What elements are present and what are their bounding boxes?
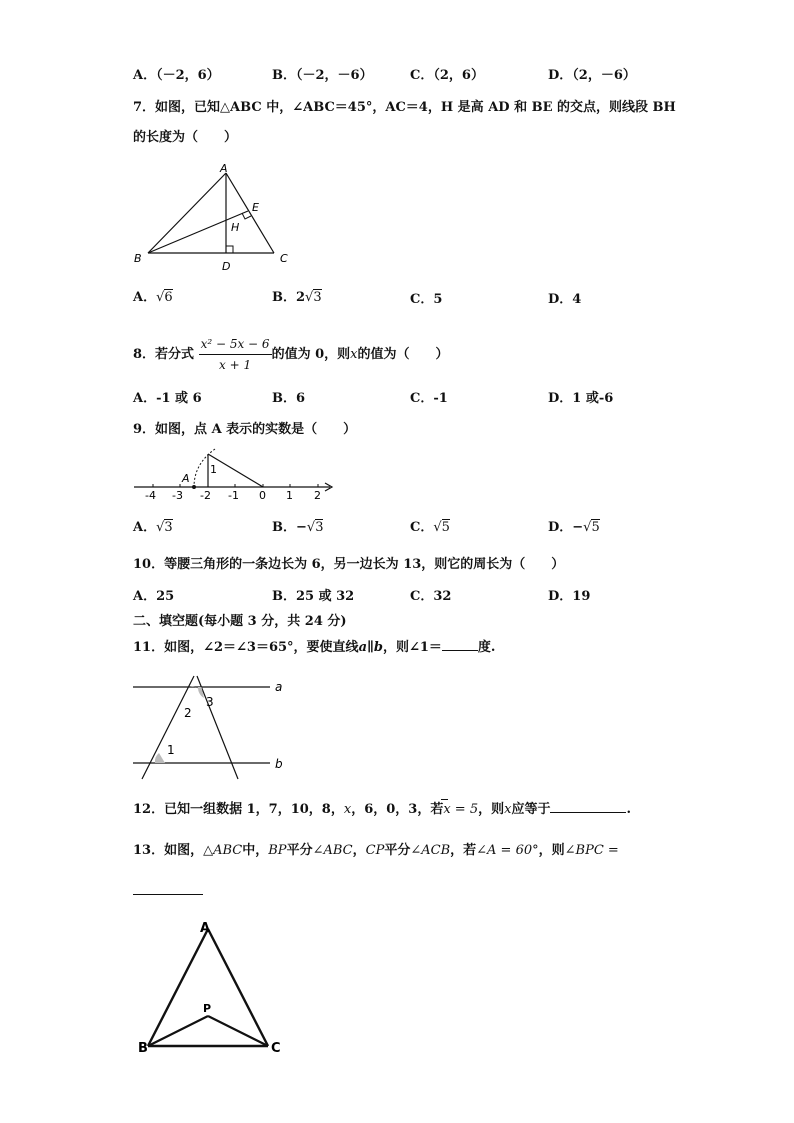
q9-tick-neg2: -2 [200, 489, 211, 502]
q13-t5: ，若 [450, 843, 477, 858]
q13-cp: CP [365, 843, 385, 858]
q13-answer-blank[interactable] [133, 880, 203, 895]
q13-t6: ，则 [538, 843, 565, 858]
q11-angle-2: 2 [184, 706, 192, 720]
q12-text-b: ，6，0，3，若 [351, 802, 444, 817]
q7-label-d: D [222, 260, 231, 273]
q11-label-b: b [275, 757, 283, 771]
q13-t2: 平分 [286, 843, 313, 858]
q13-condition: ∠A = 60° [476, 843, 539, 858]
q9-label-one: 1 [210, 463, 217, 476]
q9-label-a: A [182, 472, 190, 485]
q8-numerator: x² − 5x − 6 [199, 334, 272, 355]
q13-triangle: △ABC [203, 843, 243, 858]
q13-text-a: 13．如图， [133, 843, 204, 858]
q9-option-a-radicand: 3 [164, 520, 173, 535]
q11-text-c: 度. [477, 640, 496, 655]
q13-t3: ， [352, 843, 366, 858]
q7-option-b: B．2√3 [272, 290, 322, 305]
q8-denominator: x + 1 [219, 358, 252, 372]
q6-option-a: A．（－2，6） [133, 68, 220, 83]
q8-suffix-b: 的值为（ ） [357, 347, 449, 362]
q9-option-c-prefix: C． [410, 520, 434, 535]
q9-text: 9．如图，点 A 表示的实数是（ ） [133, 422, 357, 437]
q11-angle-3: 3 [206, 695, 214, 709]
q10-option-d: D．19 [548, 589, 591, 604]
q7-triangle-figure [130, 160, 300, 275]
q13-t4: 平分 [384, 843, 411, 858]
q8-option-d: D．1 或-6 [548, 391, 614, 406]
q7-option-d: D．4 [548, 292, 582, 307]
q8-var: x [350, 347, 358, 362]
q13-label-b: B [138, 1041, 148, 1056]
q12-answer-blank[interactable] [550, 812, 626, 813]
q13-bp: BP [268, 843, 287, 858]
q8-option-a: A．-1 或 6 [133, 391, 202, 406]
q9-option-c-radicand: 5 [441, 520, 450, 535]
q9-option-b: B．−√3 [272, 520, 324, 535]
q12-var-x-2: x [504, 802, 512, 817]
q7-option-b-radicand: 3 [313, 290, 322, 305]
q11-answer-blank[interactable] [442, 650, 478, 651]
q7-label-h: H [231, 221, 240, 234]
q13-angle-acb: ∠ACB [410, 843, 451, 858]
q8-option-b: B．6 [272, 391, 306, 406]
q9-option-b-radicand: 3 [315, 520, 324, 535]
q9-tick-neg3: -3 [172, 489, 183, 502]
q6-option-b: B．（－2，－6） [272, 68, 373, 83]
q12-xbar-overline [441, 799, 448, 800]
q12-text-c: ，则 [478, 802, 505, 817]
q7-label-a: A [220, 162, 228, 175]
q7-text-line2: 的长度为（ ） [133, 130, 238, 145]
q8-prefix: 8．若分式 [133, 347, 195, 362]
q8-text [133, 334, 449, 375]
q6-option-d: D．（2，－6） [548, 68, 636, 83]
q8-fraction [199, 334, 272, 375]
q9-tick-2: 2 [314, 489, 321, 502]
q7-option-a-prefix: A． [133, 290, 157, 305]
q12-end: . [626, 802, 632, 817]
q13-angle-bpc: ∠BPC = [564, 843, 619, 858]
q12-text-a: 12．已知一组数据 1，7，10，8， [133, 802, 344, 817]
q12-text [133, 802, 631, 818]
q10-option-c: C．32 [410, 589, 452, 604]
q9-tick-neg1: -1 [228, 489, 239, 502]
q9-option-c: C．√5 [410, 520, 450, 535]
q10-option-b: B．25 或 32 [272, 589, 355, 604]
q13-t1: 中， [242, 843, 269, 858]
q11-label-a: a [275, 680, 283, 694]
q7-option-b-prefix: B．2 [272, 290, 306, 305]
q11-angle-1: 1 [167, 743, 175, 757]
q11-text [133, 640, 495, 656]
section-heading: 二、填空题(每小题 3 分，共 24 分) [133, 614, 347, 629]
q12-var-x: x [343, 802, 352, 817]
q9-tick-1: 1 [286, 489, 293, 502]
q12-text-d: 应等于 [511, 802, 551, 817]
q9-option-d-radicand: 5 [591, 520, 600, 535]
q9-option-a-prefix: A． [133, 520, 157, 535]
q8-option-c: C．-1 [410, 391, 448, 406]
q11-ab: a∥b [358, 640, 383, 655]
q11-text-b: ，则∠1＝ [382, 640, 442, 655]
q9-numberline-figure [130, 444, 340, 504]
q7-text-line1: 7．如图，已知△ABC 中，∠ABC＝45°，AC＝4，H 是高 AD 和 BE 的交点，则线段 BH [133, 100, 676, 115]
q13-label-c: C [271, 1041, 281, 1056]
q13-label-a: A [200, 921, 211, 936]
q6-option-c: C．（2，6） [410, 68, 484, 83]
q10-option-a: A．25 [133, 589, 175, 604]
q7-option-a: A．√6 [133, 290, 173, 305]
q11-parallel-lines-figure [130, 672, 300, 782]
q7-label-e: E [252, 201, 259, 214]
q8-suffix-a: 的值为 0，则 [271, 347, 351, 362]
q7-label-c: C [280, 252, 288, 265]
q12-mean-condition: x = 5 [443, 802, 479, 817]
q7-option-a-radicand: 6 [164, 290, 173, 305]
q9-tick-neg4: -4 [145, 489, 156, 502]
q13-angle-abc: ∠ABC [312, 843, 353, 858]
q7-label-b: B [134, 252, 142, 265]
q10-text: 10．等腰三角形的一条边长为 6，另一边长为 13，则它的周长为（ ） [133, 557, 565, 572]
q7-option-c: C．5 [410, 292, 443, 307]
q11-text-a: 11．如图，∠2＝∠3＝65°，要使直线 [133, 640, 359, 655]
q9-option-d-prefix: D．− [548, 520, 584, 535]
q9-tick-0: 0 [259, 489, 266, 502]
q9-option-d: D．−√5 [548, 520, 600, 535]
q13-triangle-figure [130, 912, 300, 1062]
q9-option-a: A．√3 [133, 520, 173, 535]
q9-option-b-prefix: B．− [272, 520, 307, 535]
q13-label-p: P [203, 1002, 212, 1015]
q13-text [133, 843, 619, 859]
